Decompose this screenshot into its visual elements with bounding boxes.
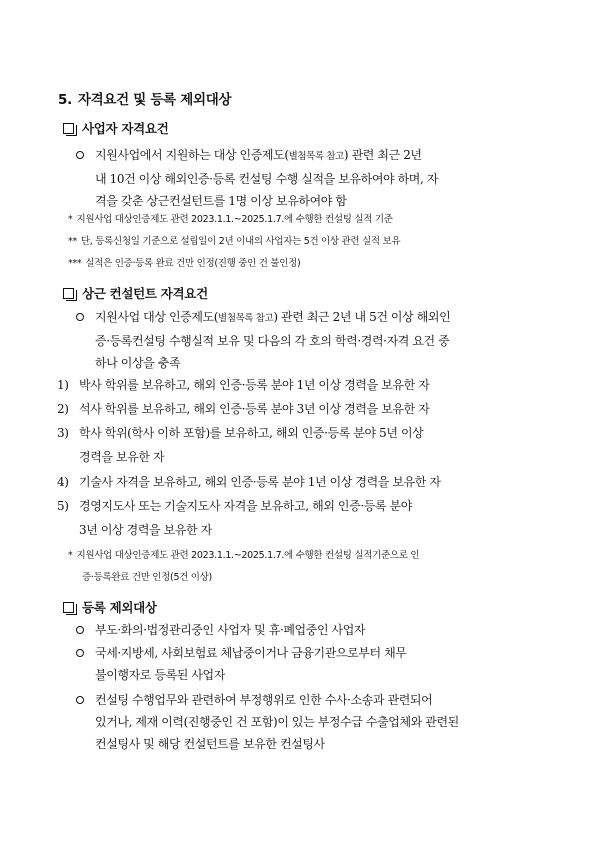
s2-bullet-1 [74,306,546,374]
item-text: 석사 학위를 보유하고, 해외 인증·등록 분야 3년 이상 경력을 보유한 자 [79,402,430,416]
text: 부도·화의·법정관리중인 사업자 및 휴·폐업중인 사업자 [95,623,366,637]
section-heading [58,88,237,108]
s1-bullet-1 [74,144,546,212]
item-number: 5) [57,499,69,513]
subheading-business-qualification [63,119,168,137]
s1-note-1 [68,210,548,229]
subheading-exclusion [63,598,157,616]
note-mark: * [68,550,73,561]
s3-bullet-3 [74,689,546,755]
section-title: 자격요건 및 등록 제외대상 [77,92,232,108]
text-line: 컨설팅사 및 해당 컨설턴트를 보유한 컨설팅사 [95,737,325,751]
text-line: 있거나, 제재 이력(진행중인 건 포함)이 있는 부정수급 수출업체와 관련된 [95,715,459,729]
subheading-label: 등록 제외대상 [82,600,157,615]
s3-bullet-2 [74,642,546,686]
text: 지원사업에서 지원하는 대상 인증제도( [95,148,289,162]
checkbox-square-icon [63,288,74,299]
s2-item-4 [57,471,547,493]
s2-item-3-cont [57,446,547,468]
checkbox-square-icon [63,602,74,613]
note-mark: ** [68,236,77,247]
note-text: 실적은 인증·등록 완료 건만 인정(진행 중인 건 불인정) [85,258,301,269]
item-number: 4) [57,475,69,489]
item-number: 2) [57,402,69,416]
s2-note [68,546,548,587]
circle-bullet-icon [74,689,86,711]
s2-item-3 [57,422,547,444]
s3-bullet-1 [74,619,546,641]
item-text: 학사 학위(학사 이하 포함)를 보유하고, 해외 인증·등록 분야 5년 이상 [79,426,424,440]
text: 지원사업 대상 인증제도( [95,310,219,324]
note-text: 지원사업 대상인증제도 관련 2023.1.1.~2025.1.7.에 수행한 컨설팅 실적 기준 [76,214,393,225]
s2-item-5-cont [57,519,547,541]
text: ) 관련 최근 2년 [343,148,422,162]
s2-item-1 [57,374,547,396]
item-text: 기술사 자격을 보유하고, 해외 인증·등록 분야 1년 이상 경력을 보유한 자 [79,475,441,489]
note-text: 단, 등록신청일 기준으로 설립일이 2년 이내의 사업자는 5건 이상 관련 실적 보유 [80,236,401,247]
item-text: 경력을 보유한 자 [79,450,165,464]
text-line: 격을 갖춘 상근컨설턴트를 1명 이상 보유하여야 함 [95,194,347,208]
text-line: 불이행자로 등록된 사업자 [95,668,225,682]
item-number: 3) [57,426,69,440]
text-small: 별첨목록 참고 [288,151,344,162]
note-mark: * [68,214,73,225]
note-text: 지원사업 대상인증제도 관련 2023.1.1.~2025.1.7.에 수행한 컨설팅 실적기준으로 인 [76,550,420,561]
checkbox-square-icon [63,123,74,134]
s2-item-5 [57,495,547,517]
section-number: 5. [58,92,72,108]
circle-bullet-icon [74,306,86,328]
note-mark: *** [68,258,82,269]
text: 국세·지방세, 사회보험료 체납중이거나 금융기관으로부터 채무 [95,646,407,660]
subheading-label: 상근 컨설턴트 자격요건 [82,286,208,301]
s1-note-3 [68,254,548,273]
item-text: 박사 학위를 보유하고, 해외 인증·등록 분야 1년 이상 경력을 보유한 자 [79,378,430,392]
circle-bullet-icon [74,144,86,166]
text: ) 관련 최근 2년 내 5건 이상 해외인 [273,310,451,324]
s1-note-2 [68,232,548,251]
text-line: 내 10건 이상 해외인증·등록 컨설팅 수행 실적을 보유하여야 하며, 자 [95,172,439,186]
circle-bullet-icon [74,642,86,664]
text-small: 별첨목록 참고 [218,313,274,324]
text-line: 증·등록컨설팅 수행실적 보유 및 다음의 각 호의 학력·경력·자격 요건 중 [95,334,450,348]
item-text: 경영지도사 또는 기술지도사 자격을 보유하고, 해외 인증·등록 분야 [79,499,412,513]
subheading-consultant-qualification [63,284,208,302]
item-number: 1) [57,378,69,392]
item-text: 3년 이상 경력을 보유한 자 [79,523,212,537]
text-line: 하나 이상을 충족 [95,356,181,370]
s2-item-2 [57,398,547,420]
subheading-label: 사업자 자격요건 [82,121,169,136]
circle-bullet-icon [74,619,86,641]
text: 컨설팅 수행업무와 관련하여 부정행위로 인한 수사·소송과 관련되어 [95,693,433,707]
note-text: 증·등록완료 건만 인정(5건 이상) [82,572,212,583]
